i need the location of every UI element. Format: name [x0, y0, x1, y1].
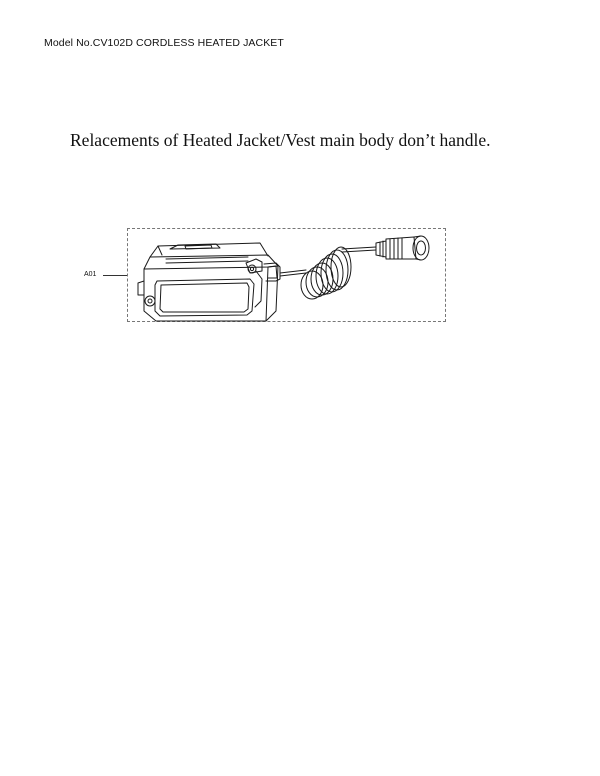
cable-lead-icon [280, 270, 306, 276]
battery-pack-icon [138, 243, 280, 321]
callout-a01-label: A01 [84, 271, 97, 278]
callout-a01-leader-line [103, 275, 127, 276]
coiled-cable-icon [301, 247, 376, 299]
model-header: Model No.CV102D CORDLESS HEATED JACKET [44, 37, 284, 49]
dc-connector-icon [376, 236, 429, 260]
battery-pack-with-coiled-cable-icon [128, 229, 447, 323]
replacement-note: Relacements of Heated Jacket/Vest main body don’t handle. [70, 130, 491, 150]
part-figure-frame [127, 228, 446, 322]
